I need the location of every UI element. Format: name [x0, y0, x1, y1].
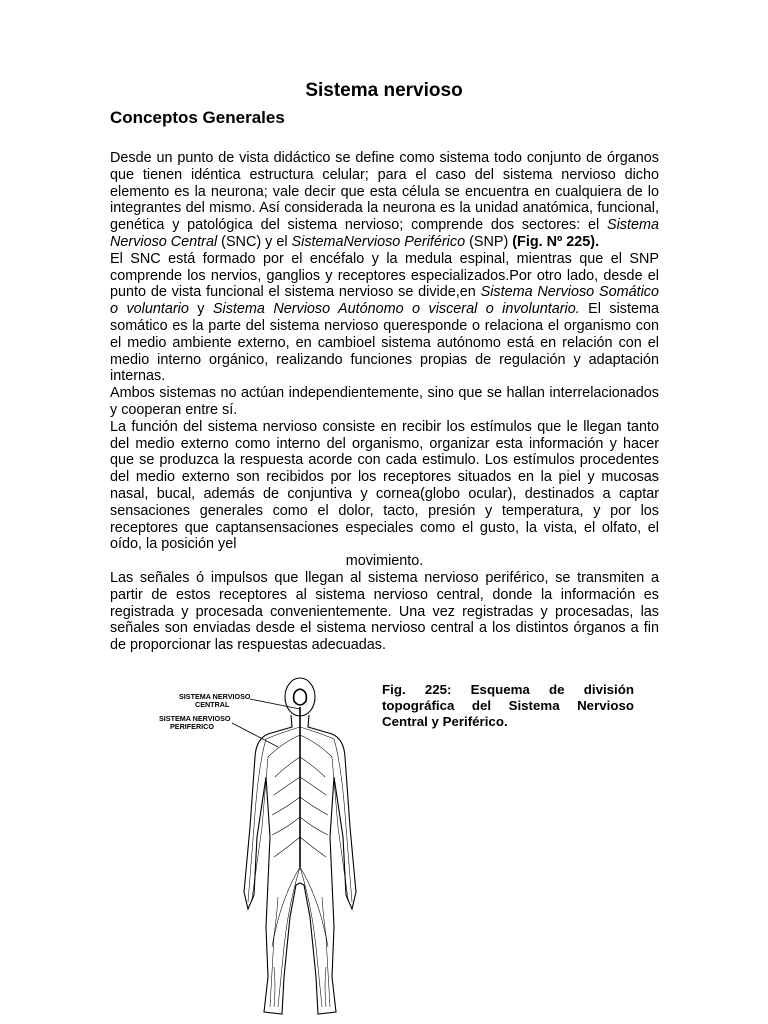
section-heading: Conceptos Generales: [110, 108, 285, 127]
p2-text-a: El SNC está formado por el encéfalo y la medula espinal, mientras que el SNP comprende los nervios, ganglios y receptores especializados.Por otro lado, desde el punto de vista funcional el sistema nervioso se divide,en: [110, 250, 659, 301]
p2-text-b: y: [188, 301, 213, 318]
p1-figure-ref: (Fig. Nº 225).: [512, 233, 600, 250]
paragraph-2: [110, 251, 659, 385]
body-text: [110, 150, 659, 654]
label-peripheral-line-2: PERIFERICO: [170, 722, 214, 731]
p1-italic-snc: Sistema Nervioso Central: [110, 217, 659, 250]
label-central-line-2: CENTRAL: [195, 700, 230, 709]
leader-line-peripheral: [232, 723, 278, 747]
paragraph-5: Las señales ó impulsos que llegan al sistema nervioso periférico, se transmiten a partir de estos receptores al sistema nervioso central, donde la información es registrada y procesada convenientemente. Una vez registradas y procesadas, las señales son enviadas desde el sistema nervioso central a los distintos órganos a fin de proporcionar las respuestas adecuadas.: [110, 569, 659, 654]
paragraph-3: Ambos sistemas no actúan independientemente, sino que se hallan interrelacionados y cooperan entre sí.: [110, 385, 659, 418]
label-peripheral-line-1: SISTEMA NERVIOSO: [159, 714, 231, 723]
p2-italic-autonomic: Sistema Nervioso Autónomo o visceral o involuntario.: [212, 301, 580, 318]
p2-italic-somatic: Sistema Nervioso Somático o voluntario: [110, 284, 659, 318]
paragraph-4-end: movimiento.: [345, 553, 424, 570]
p2-text-c: El sistema somático es la parte del sistema nervioso queresponde o relaciona el organismo con el medio ambiente externo, en cambioel sistema autónomo está en relación con el medio interno orgánico, realizando funciones propias de regulación y adaptación internas.: [110, 301, 659, 385]
paragraph-4: La función del sistema nervioso consiste en recibir los estímulos que le llegan tanto del medio externo como interno del organismo, organizar esta información y hacer que se produzca la respuesta acorde con cada estimulo. Los estímulos procedentes del medio externo son recibidos por los receptores situados en la piel y mucosas nasal, bucal, además de conjuntiva y cornea(globo ocular), destinados a captar sensaciones generales como el dolor, tacto, presión y temperatura, y por los receptores que captansensaciones especiales como el gusto, la vista, el olfato, el oído, la posición yel: [110, 418, 659, 553]
page-title: Sistema nervioso: [305, 80, 463, 101]
nervous-system-figure: [150, 677, 380, 1022]
p1-text-c: (SNP): [465, 233, 513, 250]
leader-line-central: [250, 699, 300, 709]
paragraph-1: [110, 150, 659, 251]
p1-text-a: Desde un punto de vista didáctico se define como sistema todo conjunto de órganos que tienen idéntica estructura celular; para el caso del sistema nervioso dicho elemento es la neurona; vale decir que esta célula se encuentra en cualquiera de lo integrantes del mismo. Así considerada la neurona es la unidad anatómica, funcional, genética y patológica del sistema nervioso; comprende dos sectores: el: [110, 150, 659, 234]
label-central-line-1: SISTEMA NERVIOSO: [179, 692, 251, 701]
figure-caption: Fig. 225: Esquema de división topográfica del Sistema Nervioso Central y Periférico.: [382, 682, 634, 729]
p1-text-b: (SNC) y el: [217, 233, 292, 250]
p1-italic-snp: SistemaNervioso Periférico: [291, 233, 466, 250]
